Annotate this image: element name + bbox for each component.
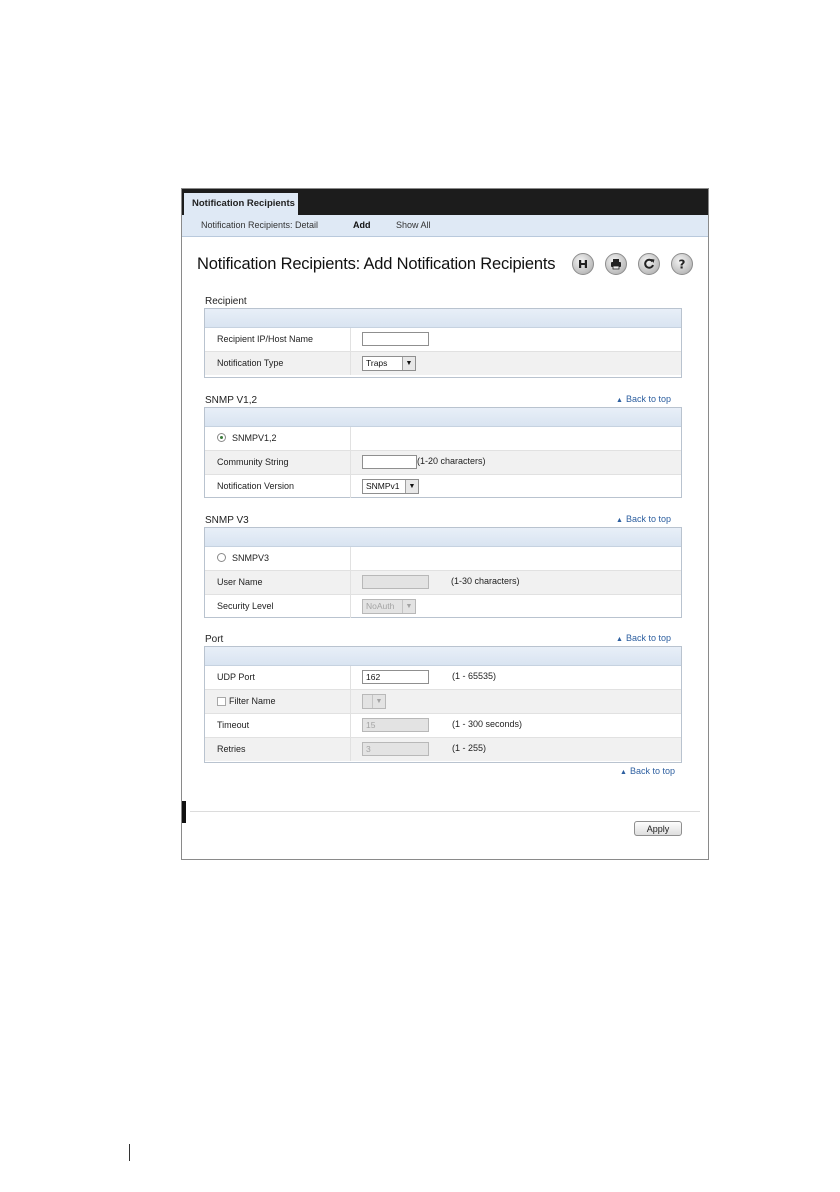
snmpv12-radio-row [205, 427, 681, 451]
footer-divider [190, 811, 700, 812]
save-icon[interactable] [572, 253, 594, 275]
community-string-hint: (1-20 characters) [417, 456, 486, 466]
retries-row [205, 738, 681, 761]
resize-handle[interactable] [181, 801, 186, 823]
user-name-hint: (1-30 characters) [451, 576, 520, 586]
notification-version-row [205, 475, 681, 498]
section-title-snmpv3: SNMP V3 [205, 515, 249, 526]
snmpv12-panel [204, 407, 682, 498]
column-divider [350, 352, 351, 375]
back-to-top-link-snmpv3[interactable] [616, 514, 671, 524]
notification-type-label: Notification Type [217, 358, 284, 368]
screenshot-frame [181, 188, 709, 860]
triangle-up-icon: ▲ [620, 769, 627, 776]
panel-header [205, 309, 681, 328]
notification-version-select[interactable] [362, 479, 419, 494]
chevron-down-icon: ▼ [405, 480, 418, 493]
retries-hint: (1 - 255) [452, 743, 487, 753]
security-level-row [205, 595, 681, 618]
triangle-up-icon: ▲ [616, 636, 623, 643]
back-to-top-label: Back to top [625, 394, 671, 404]
snmpv3-radio[interactable] [217, 553, 226, 562]
print-icon[interactable] [605, 253, 627, 275]
column-divider [350, 475, 351, 498]
back-to-top-label: Back to top [625, 514, 671, 524]
chevron-down-icon: ▼ [402, 600, 415, 613]
subnav-detail-link[interactable]: Notification Recipients: Detail [201, 220, 319, 230]
snmpv3-panel [204, 527, 682, 618]
section-title-snmpv12: SNMP V1,2 [205, 395, 258, 406]
filter-name-checkbox[interactable] [217, 697, 226, 706]
community-string-input[interactable] [362, 455, 417, 469]
refresh-icon[interactable] [638, 253, 660, 275]
panel-header [205, 528, 681, 547]
back-to-top-link-footer[interactable] [620, 766, 675, 776]
chevron-down-icon: ▼ [402, 357, 415, 370]
back-to-top-link-port[interactable] [616, 633, 671, 643]
community-string-row [205, 451, 681, 475]
column-divider [350, 571, 351, 594]
sub-navigation [182, 215, 708, 237]
community-string-label: Community String [217, 457, 289, 467]
back-to-top-label: Back to top [629, 766, 675, 776]
notification-version-label: Notification Version [217, 481, 295, 491]
column-divider [350, 714, 351, 737]
section-title-port: Port [205, 634, 224, 645]
chevron-down-icon: ▼ [372, 695, 385, 708]
snmpv12-radio-label: SNMPV1,2 [232, 433, 277, 443]
retries-label: Retries [217, 744, 246, 754]
page-margin-bar [129, 1144, 130, 1161]
tab-bar [182, 189, 708, 215]
user-name-row [205, 571, 681, 595]
filter-name-row [205, 690, 681, 714]
udp-port-input[interactable]: 162 [362, 670, 429, 684]
page-title: Notification Recipients: Add Notification Recipients [197, 255, 556, 273]
timeout-input[interactable]: 15 [362, 718, 429, 732]
section-title-recipient: Recipient [205, 296, 247, 307]
notification-type-row [205, 352, 681, 375]
snmpv3-radio-row [205, 547, 681, 571]
subnav-add-link[interactable]: Add [353, 220, 371, 230]
apply-button[interactable]: Apply [634, 821, 682, 836]
recipient-panel [204, 308, 682, 378]
back-to-top-label: Back to top [625, 633, 671, 643]
port-panel [204, 646, 682, 763]
notification-type-value: Traps [366, 358, 388, 368]
timeout-label: Timeout [217, 720, 250, 730]
panel-header [205, 647, 681, 666]
udp-port-label: UDP Port [217, 672, 255, 682]
column-divider [350, 451, 351, 474]
udp-port-row [205, 666, 681, 690]
notification-type-select[interactable] [362, 356, 416, 371]
timeout-row [205, 714, 681, 738]
column-divider [350, 738, 351, 761]
security-level-select[interactable] [362, 599, 416, 614]
snmpv12-radio[interactable] [217, 433, 226, 442]
column-divider [350, 666, 351, 689]
column-divider [350, 547, 351, 570]
back-to-top-link-snmpv12[interactable] [616, 394, 671, 404]
recipient-ip-row [205, 328, 681, 352]
snmpv3-radio-label: SNMPV3 [232, 553, 270, 563]
column-divider [350, 595, 351, 618]
retries-input[interactable]: 3 [362, 742, 429, 756]
recipient-ip-input[interactable] [362, 332, 429, 346]
column-divider [350, 328, 351, 351]
column-divider [350, 690, 351, 713]
notification-version-value: SNMPv1 [366, 481, 400, 491]
column-divider [350, 427, 351, 450]
filter-name-label: Filter Name [229, 696, 276, 706]
triangle-up-icon: ▲ [616, 517, 623, 524]
subnav-show-all-link[interactable]: Show All [396, 220, 431, 230]
security-level-label: Security Level [217, 601, 274, 611]
user-name-input[interactable] [362, 575, 429, 589]
recipient-ip-label: Recipient IP/Host Name [217, 334, 314, 344]
security-level-value: NoAuth [366, 601, 395, 611]
tab-notification-recipients[interactable]: Notification Recipients [184, 193, 298, 215]
filter-name-select[interactable] [362, 694, 386, 709]
help-icon[interactable] [671, 253, 693, 275]
triangle-up-icon: ▲ [616, 397, 623, 404]
svg-text:?: ? [678, 257, 686, 271]
panel-header [205, 408, 681, 427]
timeout-hint: (1 - 300 seconds) [452, 719, 523, 729]
udp-port-hint: (1 - 65535) [452, 671, 497, 681]
user-name-label: User Name [217, 577, 263, 587]
